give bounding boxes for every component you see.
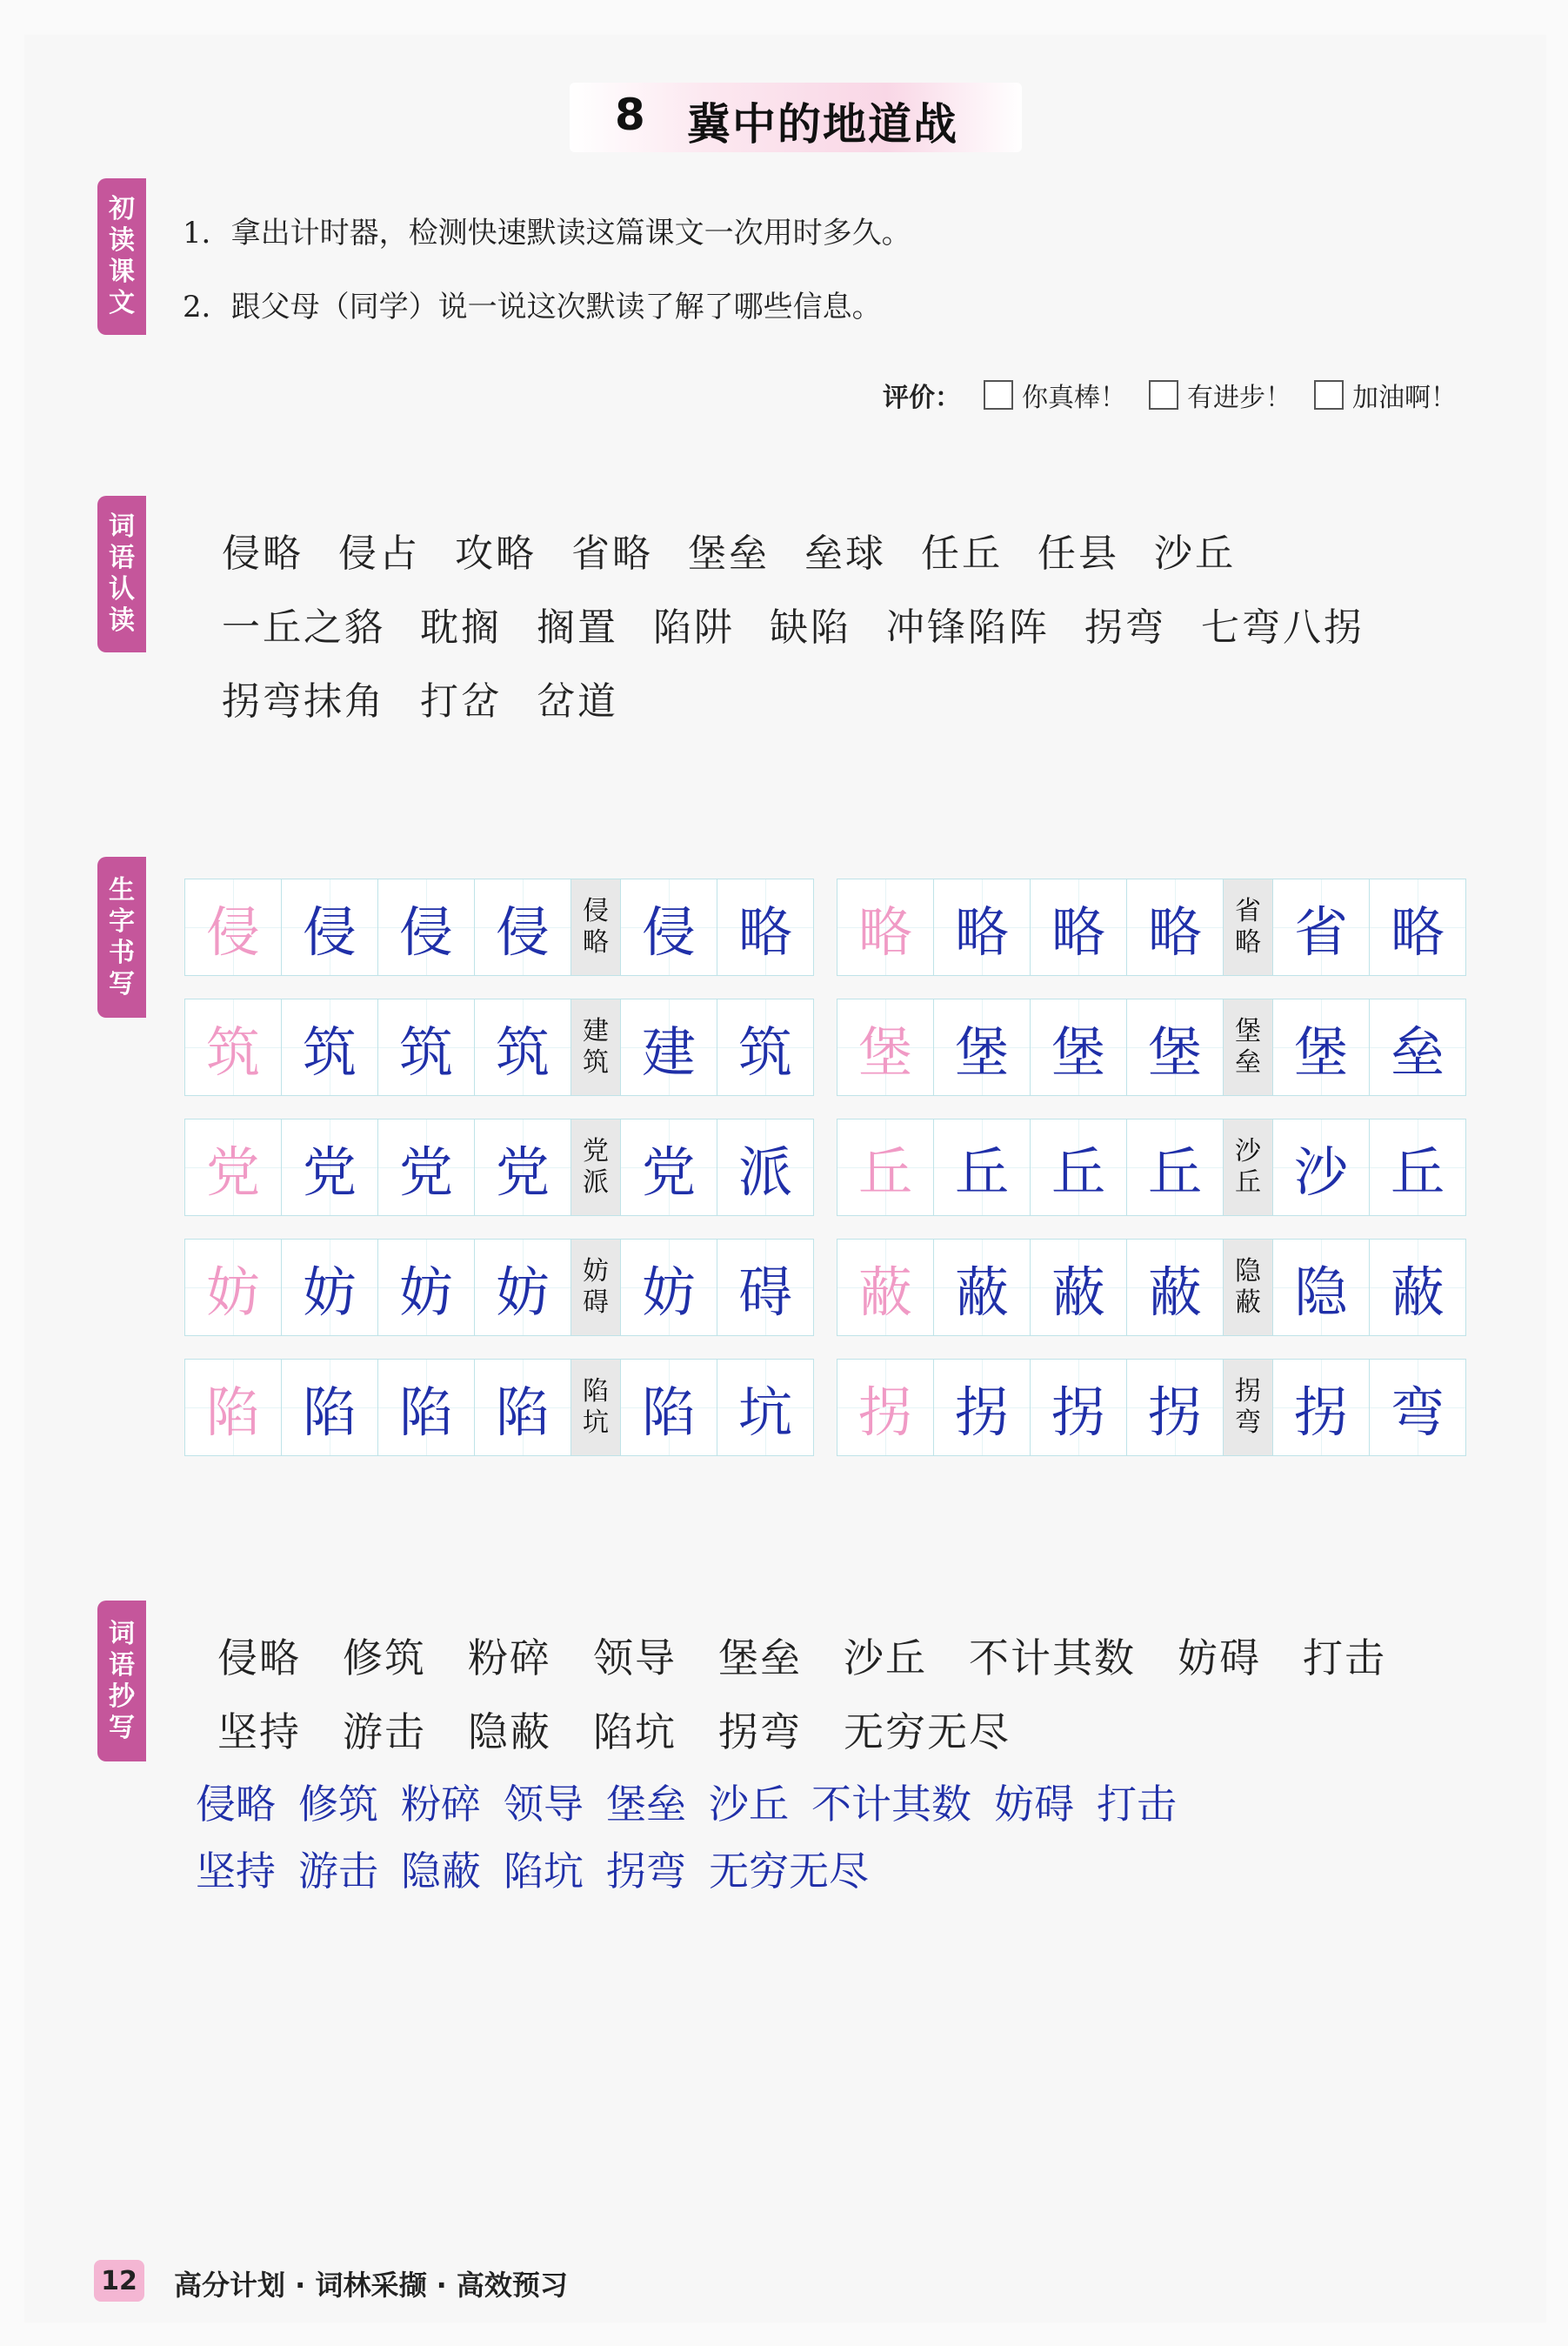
checkbox[interactable] — [984, 380, 1013, 410]
word-line — [222, 522, 1271, 578]
word: 拐弯 — [606, 1848, 686, 1895]
word: 拐弯抹角 — [222, 679, 385, 724]
word: 任县 — [1038, 531, 1119, 576]
word: 坚持 — [217, 1708, 301, 1755]
word: 沙丘 — [709, 1781, 789, 1828]
model-char: 拐 — [837, 1359, 934, 1456]
written-word-char: 碍 — [717, 1239, 814, 1336]
word: 沙丘 — [844, 1634, 927, 1681]
word: 打岔 — [420, 679, 502, 724]
written-char: 陷 — [474, 1359, 571, 1456]
written-char: 党 — [281, 1119, 378, 1216]
written-word-char: 陷 — [620, 1359, 717, 1456]
written-char: 妨 — [474, 1239, 571, 1336]
written-char: 堡 — [1030, 999, 1127, 1096]
written-char: 拐 — [1126, 1359, 1224, 1456]
pair-char: 省 — [1235, 896, 1261, 926]
lesson-number: 8 — [615, 90, 645, 140]
word: 侵略 — [222, 531, 304, 576]
section-tab-copy: 词 语 抄 写 — [97, 1601, 146, 1761]
word: 隐蔽 — [401, 1848, 481, 1895]
pair-char: 侵 — [583, 896, 609, 926]
pair-char: 弯 — [1235, 1407, 1261, 1438]
word: 堡垒 — [606, 1781, 686, 1828]
word: 陷坑 — [504, 1848, 584, 1895]
written-word-char: 隐 — [1272, 1239, 1370, 1336]
pair-char: 垒 — [1235, 1047, 1261, 1078]
written-char: 侵 — [281, 879, 378, 976]
checkbox[interactable] — [1149, 380, 1178, 410]
word: 无穷无尽 — [709, 1848, 869, 1895]
word: 垒球 — [804, 531, 886, 576]
word: 耽搁 — [420, 605, 502, 650]
written-char: 丘 — [1030, 1119, 1127, 1216]
word: 领导 — [593, 1634, 677, 1681]
written-char: 侵 — [377, 879, 475, 976]
written-word-char: 垒 — [1369, 999, 1466, 1096]
pair-char: 建 — [583, 1016, 609, 1046]
copy-line — [217, 1627, 1428, 1684]
word: 妨碍 — [1178, 1634, 1261, 1681]
model-char: 略 — [837, 879, 934, 976]
word: 领导 — [504, 1781, 584, 1828]
written-word-char: 党 — [620, 1119, 717, 1216]
word-hint — [1223, 1239, 1273, 1336]
word-line — [222, 670, 653, 725]
written-char: 丘 — [1126, 1119, 1224, 1216]
grid-group — [837, 1359, 1465, 1456]
word: 坚持 — [196, 1848, 276, 1895]
written-char: 筑 — [474, 999, 571, 1096]
word: 游击 — [343, 1708, 426, 1755]
word: 岔道 — [537, 679, 618, 724]
evaluation-label: 评价： — [883, 383, 961, 413]
word: 打击 — [1303, 1634, 1386, 1681]
word: 隐蔽 — [468, 1708, 551, 1755]
written-char: 拐 — [933, 1359, 1031, 1456]
section-tab-read: 初 读 课 文 — [97, 178, 146, 335]
section-tab-words: 词 语 认 读 — [97, 496, 146, 652]
word: 妨碍 — [994, 1781, 1074, 1828]
pair-char: 丘 — [1235, 1167, 1261, 1198]
written-word-char: 建 — [620, 999, 717, 1096]
word: 陷坑 — [593, 1708, 677, 1755]
word-hint — [570, 1119, 621, 1216]
word: 侵占 — [338, 531, 420, 576]
written-char: 筑 — [377, 999, 475, 1096]
question-1: 1．拿出计时器，检测快速默读这篇课文一次用时多久。 — [183, 216, 911, 251]
copy-line — [217, 1701, 1052, 1758]
grid-group — [184, 1119, 813, 1216]
word: 省略 — [571, 531, 653, 576]
evaluation-option: 加油啊！ — [1352, 383, 1457, 413]
word: 修筑 — [298, 1781, 378, 1828]
pair-char: 堡 — [1235, 1016, 1261, 1046]
written-char: 略 — [1126, 879, 1224, 976]
pair-char: 陷 — [583, 1376, 609, 1407]
pair-char: 派 — [583, 1167, 609, 1198]
section-tab-write: 生 字 书 写 — [97, 857, 146, 1018]
model-char: 筑 — [184, 999, 282, 1096]
grid-group — [184, 1239, 813, 1336]
written-char: 妨 — [281, 1239, 378, 1336]
written-char: 党 — [474, 1119, 571, 1216]
evaluation-option: 有进步！ — [1187, 383, 1291, 413]
written-word-char: 派 — [717, 1119, 814, 1216]
word: 沙丘 — [1154, 531, 1236, 576]
pair-char: 略 — [583, 927, 609, 958]
written-word-char: 妨 — [620, 1239, 717, 1336]
model-char: 蔽 — [837, 1239, 934, 1336]
word-hint — [1223, 1359, 1273, 1456]
word: 任丘 — [921, 531, 1003, 576]
word-hint — [1223, 1119, 1273, 1216]
written-word-char: 略 — [1369, 879, 1466, 976]
written-word-char: 沙 — [1272, 1119, 1370, 1216]
word-hint — [570, 1359, 621, 1456]
grid-group — [837, 999, 1465, 1096]
word-hint — [570, 1239, 621, 1336]
word: 不计其数 — [969, 1634, 1136, 1681]
grid-group — [837, 879, 1465, 976]
page-number: 12 — [94, 2260, 144, 2302]
word-hint — [570, 999, 621, 1096]
pair-char: 妨 — [583, 1256, 609, 1287]
word-hint — [1223, 999, 1273, 1096]
word: 堡垒 — [718, 1634, 802, 1681]
word-hint — [570, 879, 621, 976]
written-char: 侵 — [474, 879, 571, 976]
model-char: 妨 — [184, 1239, 282, 1336]
pair-char: 隐 — [1235, 1256, 1261, 1287]
pair-char: 拐 — [1235, 1376, 1261, 1407]
written-char: 略 — [1030, 879, 1127, 976]
word-hint — [1223, 879, 1273, 976]
lesson-title-text: 冀中的地道战 — [687, 99, 958, 150]
question-2: 2．跟父母（同学）说一说这次默读了解了哪些信息。 — [183, 290, 882, 324]
written-char: 蔽 — [933, 1239, 1031, 1336]
written-word-char: 省 — [1272, 879, 1370, 976]
pair-char: 碍 — [583, 1287, 609, 1318]
written-word-char: 拐 — [1272, 1359, 1370, 1456]
word: 攻略 — [455, 531, 537, 576]
written-char: 妨 — [377, 1239, 475, 1336]
written-word-char: 丘 — [1369, 1119, 1466, 1216]
model-char: 陷 — [184, 1359, 282, 1456]
written-word-char: 弯 — [1369, 1359, 1466, 1456]
word: 侵略 — [217, 1634, 301, 1681]
evaluation-option: 你真棒！ — [1022, 383, 1126, 413]
written-char: 筑 — [281, 999, 378, 1096]
written-word-char: 筑 — [717, 999, 814, 1096]
written-char: 陷 — [377, 1359, 475, 1456]
word: 一丘之貉 — [222, 605, 385, 650]
written-word-char: 侵 — [620, 879, 717, 976]
word: 堡垒 — [688, 531, 770, 576]
lesson-title — [570, 83, 1022, 152]
word-line — [222, 596, 1399, 652]
word: 拐弯 — [1084, 605, 1166, 650]
written-word-char: 堡 — [1272, 999, 1370, 1096]
written-char: 堡 — [1126, 999, 1224, 1096]
word: 七弯八拐 — [1201, 605, 1364, 650]
word: 修筑 — [343, 1634, 426, 1681]
grid-group — [184, 999, 813, 1096]
word: 不计其数 — [811, 1781, 971, 1828]
written-char: 党 — [377, 1119, 475, 1216]
word: 冲锋陷阵 — [886, 605, 1050, 650]
word: 粉碎 — [468, 1634, 551, 1681]
handwritten-line — [196, 1773, 1199, 1830]
pair-char: 沙 — [1235, 1136, 1261, 1166]
written-char: 蔽 — [1126, 1239, 1224, 1336]
word: 粉碎 — [401, 1781, 481, 1828]
grid-group — [837, 1239, 1465, 1336]
word: 陷阱 — [653, 605, 735, 650]
model-char: 堡 — [837, 999, 934, 1096]
word: 无穷无尽 — [844, 1708, 1011, 1755]
written-char: 蔽 — [1030, 1239, 1127, 1336]
pair-char: 蔽 — [1235, 1287, 1261, 1318]
grid-group — [184, 1359, 813, 1456]
handwritten-line — [196, 1840, 891, 1897]
evaluation — [883, 376, 1457, 414]
written-word-char: 略 — [717, 879, 814, 976]
written-char: 堡 — [933, 999, 1031, 1096]
word: 搁置 — [537, 605, 618, 650]
model-char: 丘 — [837, 1119, 934, 1216]
word: 缺陷 — [770, 605, 851, 650]
written-char: 拐 — [1030, 1359, 1127, 1456]
word: 游击 — [298, 1848, 378, 1895]
written-char: 陷 — [281, 1359, 378, 1456]
written-char: 丘 — [933, 1119, 1031, 1216]
word: 侵略 — [196, 1781, 276, 1828]
footer-text: 高分计划 · 词林采撷 · 高效预习 — [174, 2269, 568, 2302]
pair-char: 党 — [583, 1136, 609, 1166]
written-word-char: 坑 — [717, 1359, 814, 1456]
written-word-char: 蔽 — [1369, 1239, 1466, 1336]
word: 拐弯 — [718, 1708, 802, 1755]
grid-group — [837, 1119, 1465, 1216]
pair-char: 坑 — [583, 1407, 609, 1438]
written-char: 略 — [933, 879, 1031, 976]
word: 打击 — [1097, 1781, 1177, 1828]
checkbox[interactable] — [1314, 380, 1344, 410]
model-char: 党 — [184, 1119, 282, 1216]
grid-group — [184, 879, 813, 976]
model-char: 侵 — [184, 879, 282, 976]
pair-char: 筑 — [583, 1047, 609, 1078]
pair-char: 略 — [1235, 927, 1261, 958]
